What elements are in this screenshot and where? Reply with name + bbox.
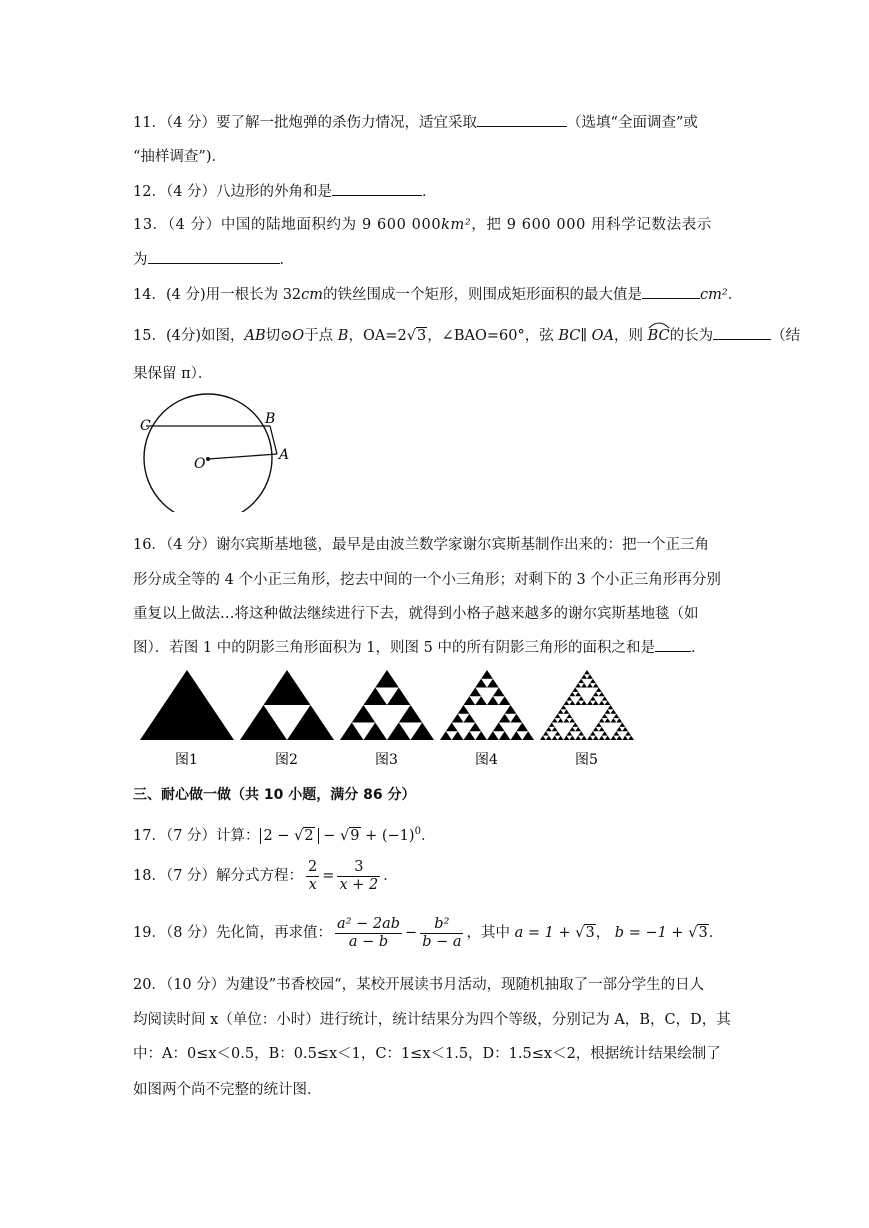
sierpinski-triangle <box>475 679 487 688</box>
sierpinski-triangle <box>464 714 476 723</box>
sierpinski-triangle <box>516 723 528 732</box>
q12-end: ． <box>422 184 437 200</box>
sierpinski-triangle <box>616 727 622 731</box>
q15-tail: 的长为 <box>669 328 714 344</box>
sierpinski-triangle <box>511 731 523 740</box>
sierpinski-triangle <box>599 736 605 740</box>
question-11 <box>133 112 698 133</box>
figure-label-1: 图1 <box>175 752 198 768</box>
q14-text: 14．(4 分)用一根长为 32 <box>133 287 302 303</box>
sierpinski-triangle <box>487 696 499 705</box>
q11-text: 11．（4 分）要了解一批炮弹的杀伤力情况，适宜采取 <box>133 115 478 131</box>
sierpinski-triangle <box>564 718 570 722</box>
q13-text-b: ，把 9 600 000 用科学记数法表示 <box>471 217 712 233</box>
sierpinski-triangle <box>387 688 411 706</box>
sierpinski-triangle <box>625 731 631 735</box>
sierpinski-triangle <box>264 670 311 705</box>
q17-sqrt9: 9 <box>350 827 360 844</box>
sierpinski-triangle <box>599 692 605 696</box>
sierpinski-triangle <box>575 683 581 687</box>
sierpinski-triangle <box>587 736 593 740</box>
sierpinski-triangle <box>387 723 411 741</box>
q15-arc-bc <box>648 326 670 346</box>
sierpinski-triangle <box>511 714 523 723</box>
sierpinski-triangle <box>464 731 476 740</box>
q17-exp: 0 <box>414 826 421 837</box>
q19-b-eq: b = −1 + <box>614 925 689 941</box>
sierpinski-triangle <box>572 688 578 692</box>
q11-answer-blank[interactable] <box>477 112 567 127</box>
q13-end: ． <box>279 252 294 268</box>
q18-num1: 2 <box>308 858 318 875</box>
sierpinski-triangle <box>475 731 487 740</box>
q17-abs: 2 − √2 <box>260 828 319 844</box>
sierpinski-triangle <box>613 714 619 718</box>
sierpinski-triangle <box>561 705 567 709</box>
sierpinski-triangle <box>613 731 619 735</box>
question-16-line4 <box>133 637 705 658</box>
sierpinski-triangle <box>581 683 587 687</box>
figure-label-2: 图2 <box>275 752 298 768</box>
sierpinski-triangle <box>558 718 564 722</box>
q16-line4-text: 图）．若图 1 中的阴影三角形面积为 1，则图 5 中的所有阴影三角形的面积之和是 <box>133 640 655 656</box>
sierpinski-triangle <box>593 692 599 696</box>
figure-label-3: 图3 <box>375 752 398 768</box>
sierpinski-triangle <box>602 696 608 700</box>
q17-plus: + (−1) <box>360 827 415 844</box>
sierpinski-triangle <box>569 727 575 731</box>
sierpinski-triangle <box>599 718 605 722</box>
q16-end: ． <box>690 640 706 656</box>
q17-two: 2 <box>263 827 273 844</box>
sierpinski-triangle <box>608 705 614 709</box>
q14-end: ． <box>727 287 743 303</box>
question-18 <box>133 858 398 894</box>
section-3-title: 三、耐心做一做（共 10 小题，满分 86 分） <box>133 787 416 803</box>
sierpinski-triangle <box>493 723 505 732</box>
sierpinski-triangle <box>566 714 572 718</box>
sierpinski-triangle <box>575 736 581 740</box>
q18-num2: 3 <box>337 859 380 877</box>
question-15-line2: 果保留 π）． <box>133 366 213 382</box>
q15-oa-eq: ，OA= <box>348 328 398 344</box>
question-20-line2: 均阅读时间 x（单位：小时）进行统计，统计结果分为四个等级，分别记为 A，B，C，D，其 <box>133 1012 731 1028</box>
sierpinski-triangle <box>499 696 511 705</box>
sierpinski-triangle <box>575 727 581 731</box>
sierpinski-triangle <box>593 701 599 705</box>
q19-sqrt3-b: 3 <box>698 925 708 941</box>
q15-bc: BC <box>558 328 581 344</box>
sierpinski-triangle <box>493 688 505 697</box>
q19-where: ，其中 <box>466 925 515 941</box>
sierpinski-triangle <box>364 688 388 706</box>
q17-text: 17．（7 分）计算： <box>133 827 260 844</box>
q16-answer-blank[interactable] <box>655 637 691 652</box>
sierpinski-triangle <box>569 692 575 696</box>
sierpinski-triangle <box>575 692 581 696</box>
sierpinski-triangle <box>543 731 549 735</box>
sierpinski-triangle <box>599 727 605 731</box>
sierpinski-triangle <box>611 736 617 740</box>
sierpinski-triangle <box>605 709 611 713</box>
sierpinski-triangle <box>452 731 464 740</box>
sierpinski-triangle <box>452 714 464 723</box>
sierpinski-triangle <box>499 714 511 723</box>
sierpinski-triangle <box>578 679 584 683</box>
q17-minus: − <box>272 827 295 844</box>
q13-line2-text: 为 <box>133 252 148 268</box>
sierpinski-triangle <box>605 701 611 705</box>
sierpinski-triangle <box>578 696 584 700</box>
sierpinski-triangle <box>569 718 575 722</box>
sierpinski-triangle <box>499 731 511 740</box>
sierpinski-triangle <box>364 723 388 741</box>
question-16-line1: 16．（4 分）谢尔宾斯基地毯，最早是由波兰数学家谢尔宾斯基制作出来的：把一个正三角 <box>133 537 710 553</box>
circle-o <box>144 394 272 512</box>
sierpinski-triangle <box>575 701 581 705</box>
q19-end: ． <box>708 925 724 941</box>
q17-sqrt2: 2 <box>304 827 314 844</box>
q18-end: ． <box>383 868 398 884</box>
sierpinski-triangle <box>593 727 599 731</box>
sierpinski-triangle <box>475 696 487 705</box>
sierpinski-triangle <box>140 670 234 740</box>
circle-figure <box>130 392 300 512</box>
sierpinski-triangle <box>581 736 587 740</box>
q18-text: 18．（7 分）解分式方程： <box>133 868 304 884</box>
q19-fraction-2 <box>420 916 463 951</box>
sierpinski-triangle <box>596 688 602 692</box>
sierpinski-triangle <box>555 714 561 718</box>
sierpinski-triangle <box>581 674 587 678</box>
q15-two: 2 <box>397 328 407 344</box>
q13-answer-blank[interactable] <box>148 249 280 264</box>
question-20-line3: 中：A：0≤x＜0.5，B：0.5≤x＜1，C：1≤x＜1.5，D：1.5≤x＜2，根据统计结果绘制了 <box>133 1046 721 1062</box>
q14-unit1: cm <box>301 287 324 303</box>
q19-fraction-1 <box>335 916 402 951</box>
label-b: B <box>265 411 276 427</box>
sierpinski-triangle <box>569 736 575 740</box>
sierpinski-triangle <box>558 709 564 713</box>
sierpinski-triangle <box>240 705 287 740</box>
sierpinski-triangle <box>587 683 593 687</box>
sierpinski-triangle <box>602 714 608 718</box>
sierpinski-triangle <box>555 731 561 735</box>
sierpinski-triangle <box>581 701 587 705</box>
q13-text: 13．（4 分）中国的陆地面积约为 9 600 000 <box>133 217 442 233</box>
q12-answer-blank[interactable] <box>332 181 422 196</box>
sierpinski-triangle <box>628 736 634 740</box>
sierpinski-triangle <box>505 705 517 714</box>
sierpinski-triangle <box>546 736 552 740</box>
q15-b: B <box>337 328 349 344</box>
sierpinski-triangle <box>352 705 376 723</box>
sierpinski-triangle <box>584 670 590 674</box>
sierpinski-triangle <box>590 696 596 700</box>
sierpinski-triangle <box>481 670 493 679</box>
sierpinski-triangle <box>572 723 578 727</box>
sierpinski-triangle <box>375 670 399 688</box>
sierpinski-triangle <box>287 705 334 740</box>
sierpinski-triangle <box>564 701 570 705</box>
q19-comma: ， <box>595 925 615 941</box>
question-11-line2: “抽样调查”)． <box>133 149 226 165</box>
label-c: C <box>140 418 151 434</box>
sierpinski-triangle <box>622 727 628 731</box>
arc-symbol <box>648 321 670 329</box>
q15-sqrt3: 3 <box>416 328 427 344</box>
sierpinski-triangle <box>587 674 593 678</box>
q18-den1: x <box>308 876 317 893</box>
q18-den2: x + 2 <box>339 876 379 893</box>
sierpinski-triangle <box>458 705 470 714</box>
sierpinski-triangle <box>440 731 452 740</box>
question-14 <box>133 284 742 305</box>
sierpinski-triangle <box>590 679 596 683</box>
sierpinski-triangle <box>593 683 599 687</box>
question-17: 17．（7 分）计算： $2 - √2 - √9 + (-1)^0$． <box>133 826 436 844</box>
q19-num2: b² <box>420 916 463 934</box>
sierpinski-triangle <box>487 679 499 688</box>
q15-tangent: 切⊙ <box>265 328 293 344</box>
sierpinski-triangle <box>566 731 572 735</box>
center-dot <box>206 457 210 461</box>
sierpinski-triangle <box>549 723 555 727</box>
q17-end: ． <box>420 827 436 844</box>
q15-then: ，则 <box>614 328 648 344</box>
sierpinski-triangle <box>569 701 575 705</box>
question-16-line3: 重复以上做法…将这种做法继续进行下去，就得到小格子越来越多的谢尔宾斯基地毯（如 <box>133 606 699 622</box>
sierpinski-triangle <box>340 723 364 741</box>
q18-eq: = <box>322 868 335 884</box>
sierpinski-triangle <box>605 736 611 740</box>
sierpinski-triangle <box>564 709 570 713</box>
sierpinski-triangle <box>596 723 602 727</box>
q19-text: 19．（8 分）先化简，再求值： <box>133 925 333 941</box>
q14-unit2: cm² <box>700 287 728 303</box>
q15-point: 于点 <box>304 328 338 344</box>
question-20-line4: 如图两个尚不完整的统计图． <box>133 1082 322 1098</box>
sierpinski-triangle <box>578 731 584 735</box>
q19-minus: − <box>405 925 418 941</box>
figure-label-5: 图5 <box>575 752 598 768</box>
sierpinski-figures <box>130 668 710 773</box>
sierpinski-triangle <box>411 723 435 741</box>
question-15: 15．(4分)如图，AB切⊙O于点 B，OA=2√3，∠BAO=60°，弦 BC∥ OA，则 BC的长为 （结 <box>133 325 800 346</box>
sierpinski-triangle <box>599 701 605 705</box>
q18-fraction-2 <box>337 859 380 894</box>
q15-oa: OA <box>591 328 615 344</box>
q14-answer-blank[interactable] <box>642 284 700 299</box>
question-12 <box>133 181 437 202</box>
sierpinski-triangle <box>593 736 599 740</box>
sierpinski-triangle <box>611 718 617 722</box>
sierpinski-triangle <box>487 731 499 740</box>
sierpinski-triangle <box>622 736 628 740</box>
sierpinski-triangle <box>611 709 617 713</box>
q15-tail2: （结 <box>771 328 801 344</box>
sierpinski-triangle <box>469 723 481 732</box>
q12-text: 12．（4 分）八边形的外角和是 <box>133 184 333 200</box>
question-16-line2: 形分成全等的 4 个小正三角形，挖去中间的一个小三角形；对剩下的 3 个小正三角形再分别 <box>133 572 721 588</box>
label-o: O <box>194 456 206 472</box>
sierpinski-triangle <box>590 731 596 735</box>
sierpinski-triangle <box>616 718 622 722</box>
q15-arc-label: BC <box>647 328 670 344</box>
sierpinski-triangle <box>616 736 622 740</box>
sierpinski-triangle <box>566 696 572 700</box>
q19-a-eq: a = 1 + <box>514 925 576 941</box>
q11-hint: （选填“全面调查”或 <box>567 115 698 131</box>
question-13 <box>133 215 712 235</box>
sierpinski-triangle <box>552 736 558 740</box>
question-19: 19．（8 分）先化简，再求值： $\frac{\text{a² − 2ab}}{a - b}$ − $\frac{\text{b²}}{b - a}$ ，其中 a = 1 + √3， b = −1 + √3． <box>133 915 724 950</box>
q15-text: 15．(4分)如图， <box>133 328 245 344</box>
sierpinski-triangle <box>546 727 552 731</box>
q14-mid: 的铁丝围成一个矩形，则围成矩形面积的最大值是 <box>323 287 643 303</box>
question-20-line1: 20．（10 分）为建设”书香校园“，某校开展读书月活动，现随机抽取了一部分学生的日人 <box>133 977 705 993</box>
label-a: A <box>279 447 290 463</box>
sierpinski-triangle <box>558 736 564 740</box>
q19-den1: a − b <box>348 933 389 950</box>
q19-num1: a² − 2ab <box>337 915 401 932</box>
q15-parallel: ∥ <box>580 328 592 344</box>
q18-fraction-1 <box>306 859 319 894</box>
sierpinski-triangle <box>605 718 611 722</box>
q19-den2: b − a <box>422 933 462 950</box>
q15-angle: ，∠BAO=60°，弦 <box>427 328 559 344</box>
sierpinski-triangle <box>552 727 558 731</box>
sierpinski-triangle <box>619 723 625 727</box>
segment-oa <box>208 454 277 459</box>
sierpinski-triangle <box>564 736 570 740</box>
q13-unit: km² <box>441 217 472 233</box>
q15-ab: AB <box>244 328 266 344</box>
sierpinski-triangle <box>540 736 546 740</box>
sierpinski-triangle <box>587 701 593 705</box>
q15-o: O <box>292 328 305 344</box>
q17-minus2: − <box>318 827 341 844</box>
sierpinski-triangle <box>522 731 534 740</box>
figure-label-4: 图4 <box>475 752 498 768</box>
sierpinski-triangle <box>399 705 423 723</box>
sierpinski-triangle <box>552 718 558 722</box>
sierpinski-triangle <box>602 731 608 735</box>
q19-sqrt3-a: 3 <box>585 925 595 941</box>
sierpinski-triangle <box>446 723 458 732</box>
question-13-line2 <box>133 249 294 270</box>
sierpinski-triangle <box>469 688 481 697</box>
sierpinski-triangle <box>464 696 476 705</box>
q15-answer-blank[interactable] <box>713 325 771 340</box>
